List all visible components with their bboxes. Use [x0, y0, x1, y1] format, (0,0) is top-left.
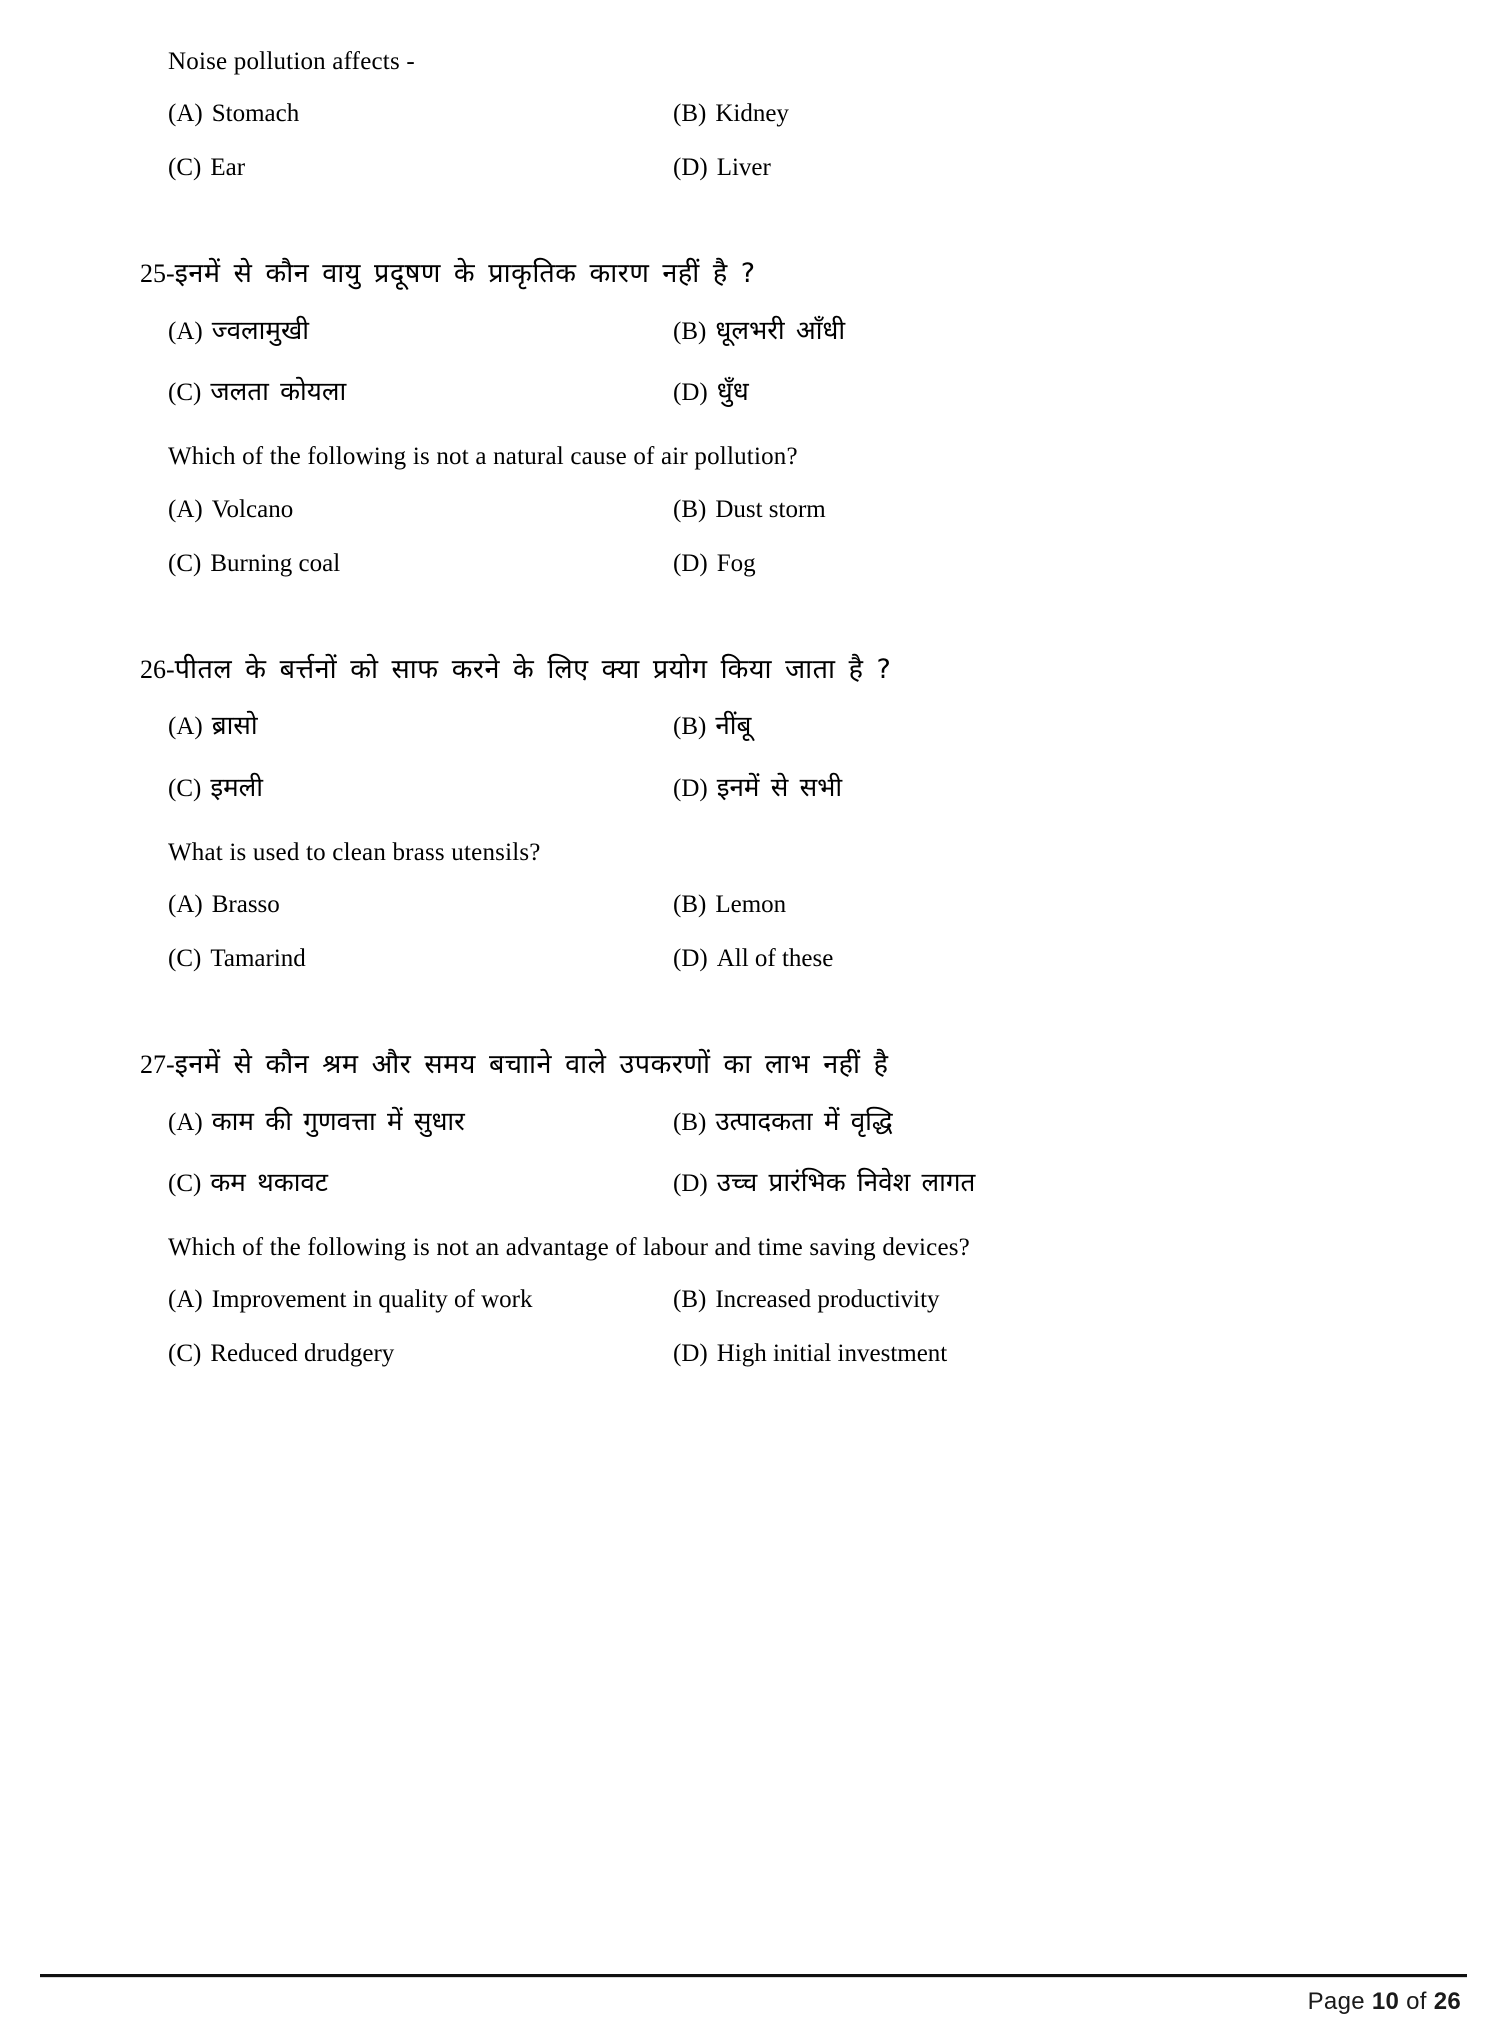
spacer: [140, 423, 1385, 441]
option-text: ज्वलामुखी: [211, 316, 309, 346]
question-27-options-hi: [140, 1092, 1385, 1214]
spacer: [140, 195, 1385, 257]
option-label: (D): [673, 774, 708, 802]
option-label: (A): [168, 1286, 203, 1314]
option-text: Reduced drudgery: [210, 1340, 395, 1368]
option-a[interactable]: [168, 696, 673, 757]
page-number-label: [40, 1988, 1467, 2016]
option-label: (A): [168, 1108, 203, 1136]
option-text: Stomach: [211, 100, 300, 128]
option-d[interactable]: [673, 362, 1385, 423]
option-label: (B): [673, 1286, 707, 1314]
option-c[interactable]: [168, 1327, 673, 1381]
question-26-options-en: [140, 878, 1385, 986]
carryover-question: [140, 46, 1385, 195]
option-a[interactable]: [168, 301, 673, 362]
option-text: ब्रासो: [211, 711, 258, 742]
option-text: Increased productivity: [715, 1286, 940, 1314]
option-text: Fog: [716, 549, 756, 577]
spacer: [140, 591, 1385, 653]
option-text: Improvement in quality of work: [211, 1286, 533, 1314]
option-b[interactable]: [673, 301, 1385, 362]
option-label: (C): [168, 1340, 202, 1368]
option-text: धूलभरी आँधी: [715, 316, 846, 346]
spacer: [140, 1214, 1385, 1232]
question-26-stem-en: What is used to clean brass utensils?: [168, 838, 541, 866]
option-text: Lemon: [715, 891, 787, 918]
option-text: इमली: [210, 772, 264, 803]
option-text: Kidney: [715, 100, 789, 128]
option-text: उत्पादकता में वृद्धि: [715, 1106, 893, 1137]
question-25-options-hi: [140, 301, 1385, 423]
option-text: High initial investment: [716, 1340, 948, 1368]
option-label: (B): [673, 318, 707, 345]
option-d[interactable]: [673, 758, 1385, 819]
option-label: (C): [168, 945, 202, 972]
question-25-stem-hi: [140, 257, 1385, 291]
option-label: (C): [168, 1169, 202, 1197]
option-text: काम की गुणवत्ता में सुधार: [211, 1106, 465, 1137]
option-d[interactable]: [673, 1327, 1385, 1381]
option-a[interactable]: [168, 1273, 673, 1327]
option-text: इनमें से सभी: [716, 772, 843, 803]
spacer: [140, 986, 1385, 1048]
footer-middle: of: [1399, 1988, 1434, 2015]
option-label: (A): [168, 100, 203, 128]
option-text: जलता कोयला: [210, 377, 347, 408]
option-c[interactable]: [168, 537, 673, 591]
option-text: धुँध: [716, 377, 749, 408]
option-label: (C): [168, 774, 202, 802]
option-text: Dust storm: [715, 495, 826, 523]
option-text: Tamarind: [210, 945, 306, 972]
option-c[interactable]: [168, 758, 673, 819]
option-label: (C): [168, 549, 202, 577]
option-d[interactable]: [673, 932, 1385, 986]
page-footer: [40, 1974, 1467, 2016]
option-b[interactable]: [673, 878, 1385, 932]
option-label: (D): [673, 549, 708, 577]
question-25: [140, 257, 1385, 590]
option-a[interactable]: [168, 483, 673, 537]
option-d[interactable]: [673, 141, 1385, 195]
footer-divider: [40, 1974, 1467, 1978]
question-27-stem-hi: [140, 1048, 1385, 1082]
option-d[interactable]: [673, 1153, 1385, 1214]
option-c[interactable]: [168, 362, 673, 423]
option-label: (B): [673, 100, 707, 128]
footer-prefix: Page: [1307, 1988, 1372, 2015]
question-25-number: 25-: [140, 259, 175, 289]
question-25-stem-en: Which of the following is not a natural cause of air pollution?: [168, 443, 798, 471]
page-content: [140, 46, 1385, 1381]
option-label: (C): [168, 379, 202, 407]
option-c[interactable]: [168, 141, 673, 195]
option-label: (A): [168, 891, 203, 918]
option-label: (B): [673, 891, 707, 918]
carryover-options-en: [140, 87, 1385, 195]
question-26-stem-hi-text: पीतल के बर्त्तनों को साफ करने के लिए क्या प्रयोग किया जाता है ?: [174, 653, 892, 685]
question-26-number: 26-: [140, 654, 175, 684]
question-25-options-en: [140, 483, 1385, 591]
option-label: (A): [168, 713, 203, 741]
option-a[interactable]: [168, 1092, 673, 1153]
option-text: Ear: [210, 154, 246, 182]
option-b[interactable]: [673, 696, 1385, 757]
question-25-stem-hi-text: इनमें से कौन वायु प्रदूषण के प्राकृतिक कारण नहीं है ?: [174, 258, 756, 290]
footer-current-page: 10: [1371, 1988, 1400, 2015]
footer-total-pages: 26: [1433, 1988, 1461, 2015]
option-label: (B): [673, 1108, 707, 1136]
option-text: Burning coal: [210, 549, 341, 577]
question-27-stem-hi-text: इनमें से कौन श्रम और समय बचााने वाले उपकरणों का लाभ नहीं है: [174, 1049, 889, 1080]
question-27-options-en: [140, 1273, 1385, 1381]
option-b[interactable]: [673, 1273, 1385, 1327]
carryover-stem-en: Noise pollution affects -: [168, 48, 415, 75]
question-27: [140, 1048, 1385, 1381]
option-text: Brasso: [211, 891, 280, 918]
option-c[interactable]: [168, 932, 673, 986]
option-text: Liver: [716, 154, 771, 182]
option-label: (A): [168, 495, 203, 523]
option-label: (C): [168, 154, 202, 182]
option-label: (D): [673, 945, 708, 972]
option-label: (B): [673, 713, 707, 741]
spacer: [140, 819, 1385, 837]
option-text: All of these: [716, 945, 834, 972]
option-d[interactable]: [673, 537, 1385, 591]
question-27-number: 27-: [140, 1050, 175, 1079]
option-label: (A): [168, 318, 203, 345]
option-text: कम थकावट: [210, 1167, 328, 1198]
option-b[interactable]: [673, 483, 1385, 537]
option-text: उच्च प्रारंभिक निवेश लागत: [716, 1167, 976, 1198]
option-label: (D): [673, 1340, 708, 1368]
option-a[interactable]: [168, 878, 673, 932]
option-b[interactable]: [673, 1092, 1385, 1153]
option-text: नींबू: [715, 711, 752, 742]
option-text: Volcano: [211, 495, 294, 523]
option-label: (B): [673, 495, 707, 523]
option-label: (D): [673, 154, 708, 182]
question-27-stem-en: Which of the following is not an advantage of labour and time saving devices?: [168, 1234, 970, 1262]
option-a[interactable]: [168, 87, 673, 141]
option-label: (D): [673, 1169, 708, 1197]
option-label: (D): [673, 379, 708, 407]
question-26-options-hi: [140, 696, 1385, 818]
option-c[interactable]: [168, 1153, 673, 1214]
question-26-stem-hi: [140, 653, 1385, 687]
question-26: [140, 653, 1385, 986]
option-b[interactable]: [673, 87, 1385, 141]
